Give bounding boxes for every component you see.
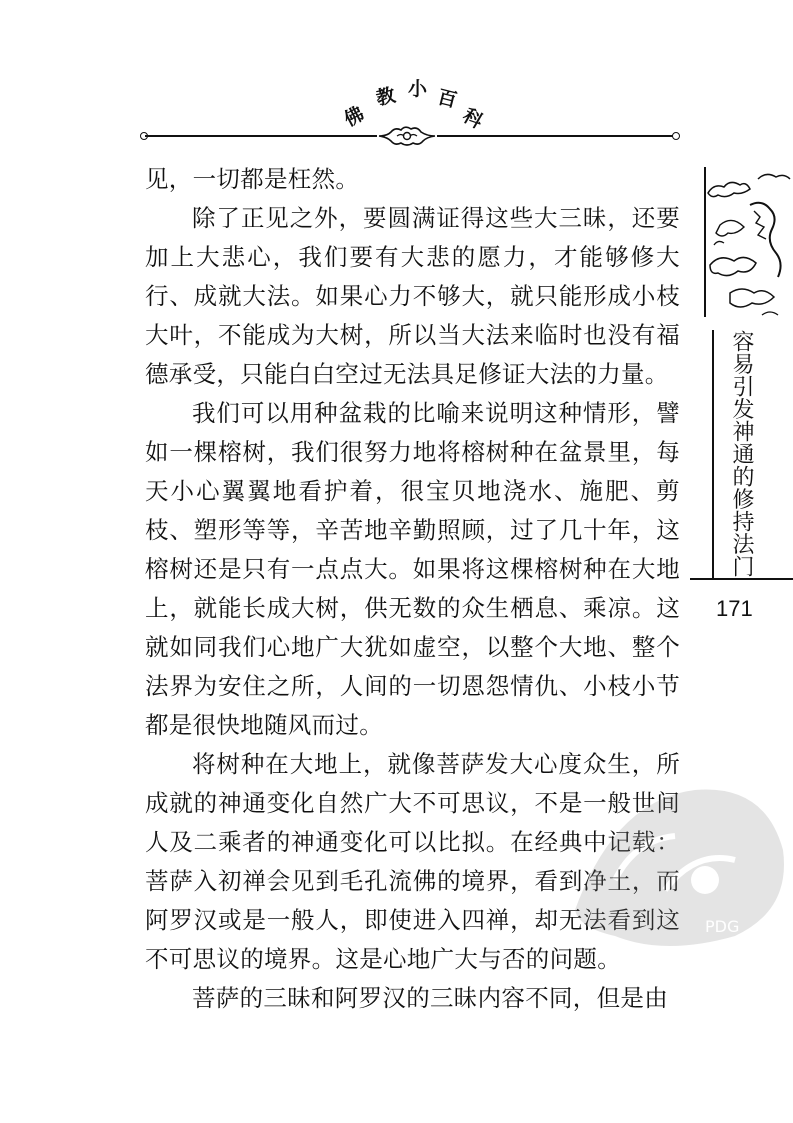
sidebar-divider — [712, 330, 714, 578]
paragraph: 菩萨的三昧和阿罗汉的三昧内容不同，但是由 — [192, 984, 668, 1012]
header-title-char: 教 — [374, 84, 398, 110]
header-rule — [437, 135, 674, 137]
running-title: 容易引发神通的修持法门 — [729, 330, 754, 578]
rule-end-ornament — [672, 132, 680, 140]
header-rule — [145, 135, 377, 137]
header-title — [330, 72, 500, 132]
paragraph: 将树种在大地上，就像菩萨发大心度众生，所成就的神通变化自然广大不可思议，不是一般世间人及二乘者的神通变化可以比拟。在经典中记载：菩萨入初禅会见到毛孔流佛的境界，看到净土，而阿罗汉或是一般人，即使进入四禅，却无法看到这不可思议的境界。这是心地广大与否的问题。 — [145, 750, 680, 973]
watermark-seal — [555, 760, 793, 950]
paragraph: 我们可以用种盆栽的比喻来说明这种情形，譬如一棵榕树，我们很努力地将榕树种在盆景里，每天小心翼翼地看护着，很宝贝地浇水、施肥、剪枝、塑形等等，辛苦地辛勤照顾，过了几十年，这榕树还是只有一点点大。如果将这棵榕树种在大地上，就能长成大树，供无数的众生栖息、乘凉。这就如同我们心地广大犹如虚空，以整个大地、整个法界为安住之所，人间的一切恩怨情仇、小枝小节都是很快地随风而过。 — [145, 399, 680, 739]
paragraph: 见，一切都是枉然。 — [145, 165, 360, 193]
cloud-ornament-icon — [377, 124, 437, 148]
page-header — [0, 0, 793, 150]
page-number: 171 — [716, 596, 753, 621]
watermark-text: PDG — [705, 917, 740, 936]
page-number-rule — [690, 578, 793, 580]
header-title-char: 小 — [408, 78, 428, 100]
cloud-dragon-illustration-icon — [700, 165, 793, 325]
header-title-char: 百 — [435, 85, 460, 112]
header-title-char: 佛 — [340, 102, 368, 132]
paragraph: 除了正见之外，要圆满证得这些大三昧，还要加上大悲心，我们要有大悲的愿力，才能够修大行、成就大法。如果心力不够大，就只能形成小枝大叶，不能成为大树，所以当大法来临时也没有福德承受，只能白白空过无法具足修证大法的力量。 — [145, 204, 680, 388]
header-title-char: 科 — [459, 104, 487, 134]
